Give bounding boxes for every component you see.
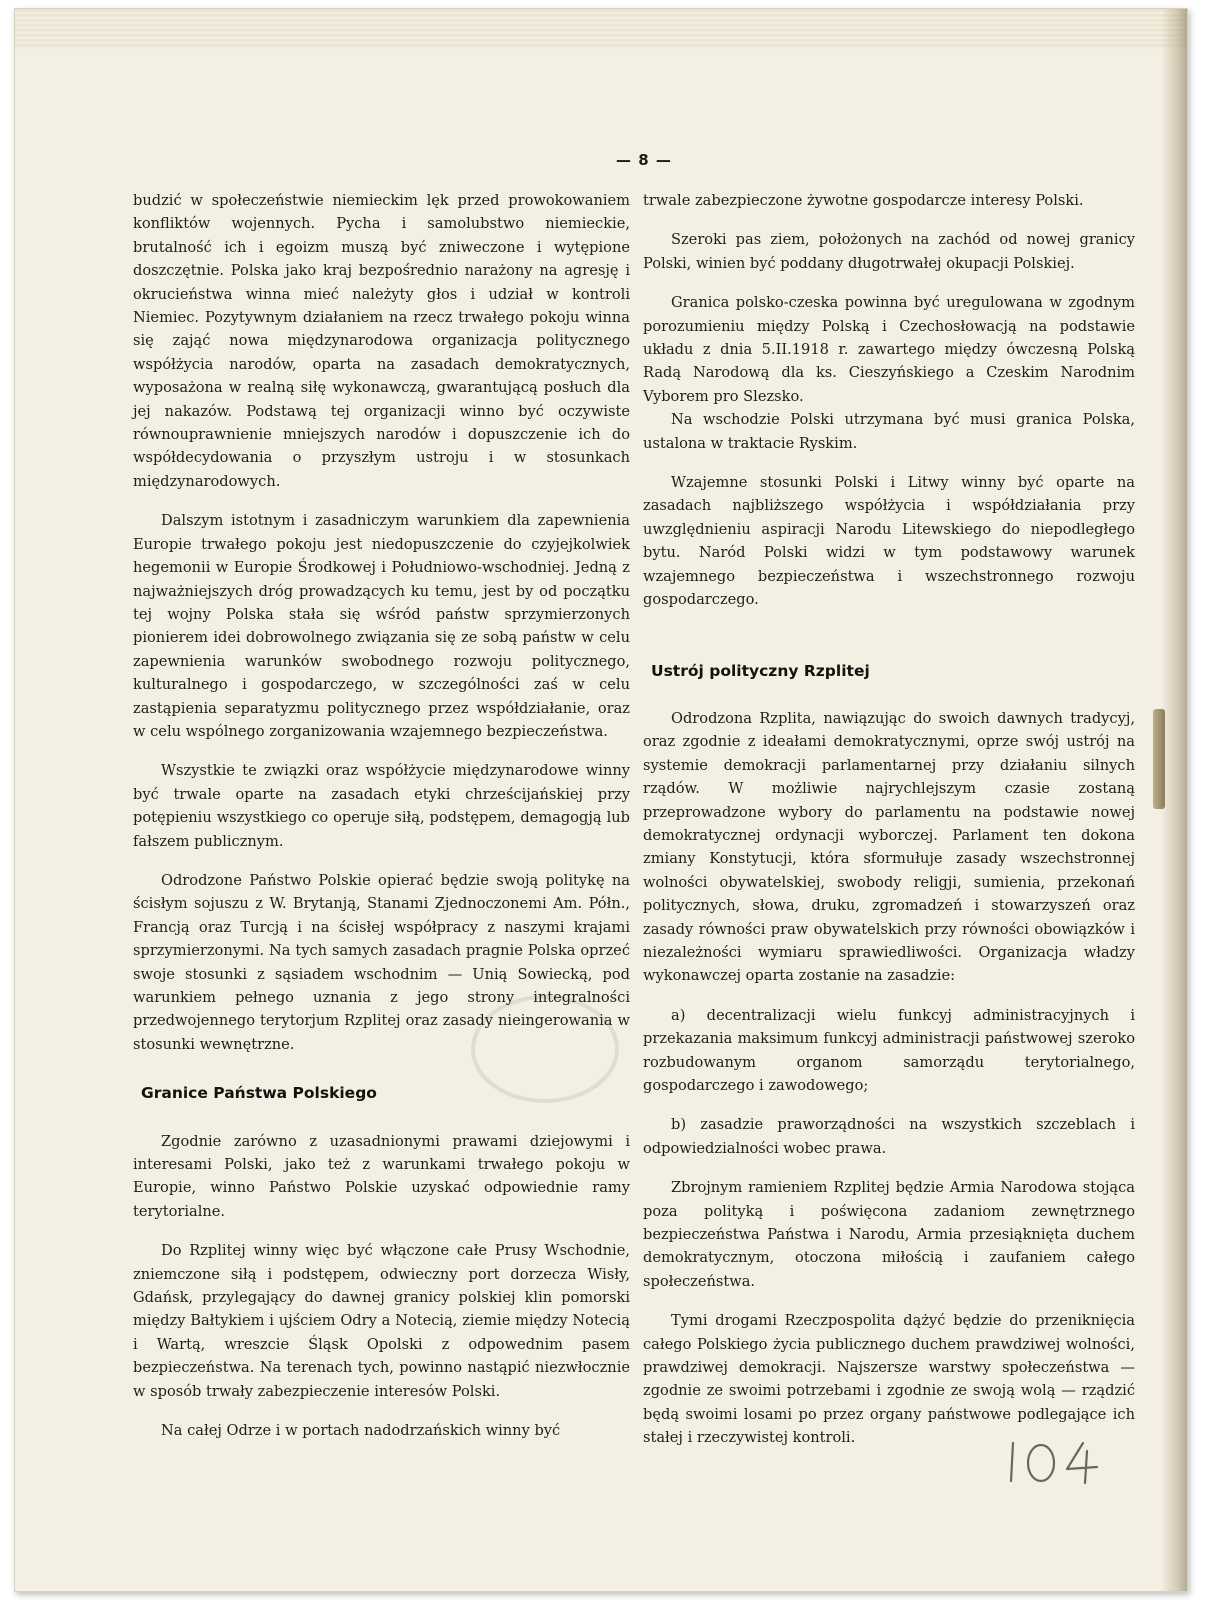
paragraph: Zbrojnym ramieniem Rzplitej będzie Armia Narodowa stojąca poza polityką i poświęcona zadaniom zewnętrznego bezpieczeństwa Państwa i Narodu, Armia przesiąknięta duchem demokratycznym, otoczona miłością i zaufaniem całego społeczeństwa. [643,1179,1135,1290]
handwritten-104-drawing [1005,1437,1115,1487]
page-number: — 8 — [616,151,672,169]
left-column [133,189,630,1459]
paragraph: Odrodzone Państwo Polskie opierać będzie swoją politykę na ścisłym sojuszu z W. Brytanją, Stanami Zjednoczonemi Am. Półn., Francją oraz Turcją i na ścisłej współpracy z naszymi krajami sprzymierzonymi. Na tych samych zasadach pragnie Polska oprzeć swoje stosunki z sąsiadem wschodnim — Unią Sowiecką, pod warunkiem pełnego uznania z jego strony integralności przedwojennego terytorjum Rzplitej oraz zasady nieingerowania w stosunki wewnętrzne. [133,871,630,1053]
paragraph: Dalszym istotnym i zasadniczym warunkiem dla zapewnienia Europie trwałego pokoju jest niedopuszczenie do czyjejkolwiek hegemonii w Europie Środkowej i Południowo-wschodniej. Jedną z najważniejszych dróg prowadzących ku temu, jest by od początku tej wojny Polska stała się wśród państw sprzymierzonych pionierem idei dobrowolnego związania się ze sobą państw w celu zapewnienia warunków swobodnego rozwoju politycznego, kulturalnego i gospodarczego, w szczególności zaś w celu zastąpienia separatyzmu politycznego przez współdziałanie, oraz w celu wspólnego zorganizowania wzajemnego bezpieczeństwa. [133,512,630,740]
paragraph: Zgodnie zarówno z uzasadnionymi prawami dziejowymi i interesami Polski, jako też z warunkami trwałego pokoju w Europie, winno Państwo Polskie uzyskać odpowiednie ramy terytorialne. [133,1132,630,1220]
handwritten-page-number [1005,1437,1115,1487]
paragraph: Na wschodzie Polski utrzymana być musi granica Polska, ustalona w traktacie Ryskim. [643,411,1135,452]
paragraph: Odrodzona Rzplita, nawiązując do swoich dawnych tradycyj, oraz zgodnie z ideałami demokratycznymi, oprze swój ustrój na systemie demokracji parlamentarnej przy działaniu silnych rządów. W możliwie najrychlejszym czasie zostaną przeprowadzone wybory do parlamentu na podstawie nowej demokratycznej ordynacji wyborczej. Parlament ten dokona zmiany Konstytucji, która sformułuje zasady wszechstronnej wolności obywatelskiej, swobody religji, sumienia, przekonań politycznych, słowa, druku, zgromadzeń i stowarzyszeń oraz zasady równości praw obywatelskich przy równości obowiązków i niezależności wymiaru sprawiedliwości. Organizacja władzy wykonawczej oparta zostanie na zasadzie: [643,709,1135,985]
paragraph: Wzajemne stosunki Polski i Litwy winny być oparte na zasadach najbliższego współżycia i współdziałania przy uwzględnieniu aspiracji Narodu Litewskiego do niepodległego bytu. Naród Polski widzi w tym podstawowy warunek wzajemnego bezpieczeństwa i wszechstronnego rozwoju gospodarczego. [643,474,1135,609]
paragraph: Wszystkie te związki oraz współżycie międzynarodowe winny być trwale oparte na zasadach etyki chrześcijańskiej przy potępieniu wszystkiego co operuje siłą, podstępem, demagogją lub fałszem publicznym. [133,762,630,850]
right-column [643,189,1135,1466]
document-page [14,8,1188,1592]
section-heading-political-system: Ustrój polityczny Rzplitej [651,661,870,680]
section-heading-borders: Granice Państwa Polskiego [141,1084,377,1103]
list-item: a) decentralizacji wielu funkcyj administracyjnych i przekazania maksimum funkcyj administracji państwowej szeroko rozbudowanym organom samorządu terytorialnego, gospodarczego i zawodowego; [643,1006,1135,1094]
paper-binding-crease [1153,709,1165,809]
paragraph: budzić w społeczeństwie niemieckim lęk przed prowokowaniem konfliktów wojennych. Pycha i samolubstwo niemieckie, brutalność ich i egoizm muszą być zniweczone i wytępione doszczętnie. Polska jako kraj bezpośrednio narażony na agresję i okrucieństwa winna mieć należyty głos i udział w kontroli Niemiec. Pozytywnym działaniem na rzecz trwałego pokoju winna się zająć nowa międzynarodowa organizacja politycznego współżycia narodów, oparta na zasadach demokratycznych, wyposażona w realną siłę wykonawczą, gwarantującą posłuch dla jej nakazów. Podstawą tej organizacji winno być oczywiste równouprawnienie mniejszych narodów i dopuszczenie ich do współdecydowania o przyszłym ustroju i w stosunkach międzynarodowych. [133,192,630,490]
paragraph: Tymi drogami Rzeczpospolita dążyć będzie do przeniknięcia całego Polskiego życia publicznego duchem prawdziwej wolności, prawdziwej demokracji. Najszersze warstwy społeczeństwa — zgodnie ze swoimi potrzebami i zgodnie ze swoją wolą — rządzić będą swoimi losami po przez organy państwowe podlegające ich stałej i rzeczywistej kontroli. [643,1312,1135,1447]
paragraph: trwale zabezpieczone żywotne gospodarcze interesy Polski. [643,192,1084,209]
paragraph: Szeroki pas ziem, położonych na zachód od nowej granicy Polski, winien być poddany długotrwałej okupacji Polskiej. [643,231,1135,272]
paragraph: Na całej Odrze i w portach nadodrzańskich winny być [161,1422,561,1440]
paragraph: Granica polsko-czeska powinna być uregulowana w zgodnym porozumieniu między Polską i Czechosłowacją na podstawie układu z dnia 5.II.1918 r. zawartego między ówczesną Polską Radą Narodową dla ks. Cieszyńskiego a Czeskim Narodnim Vyborem pro Slezsko. [643,294,1135,405]
list-item: b) zasadzie praworządności na wszystkich szczeblach i odpowiedzialności wobec prawa. [643,1116,1135,1157]
principles-list [643,1004,1135,1160]
paragraph: Do Rzplitej winny więc być włączone całe Prusy Wschodnie, zniemczone siłą i podstępem, odwieczny port dorzecza Wisły, Gdańsk, przylegający do dawnej granicy polskiej klin pomorski między Bałtykiem i ujściem Odry a Notecią, ziemie między Notecią i Wartą, wreszcie Śląsk Opolski z odpowednim pasem bezpieczeństwa. Na terenach tych, powinno nastąpić niezwłocznie w sposób trwały zabezpieczenie interesów Polski. [133,1242,630,1400]
